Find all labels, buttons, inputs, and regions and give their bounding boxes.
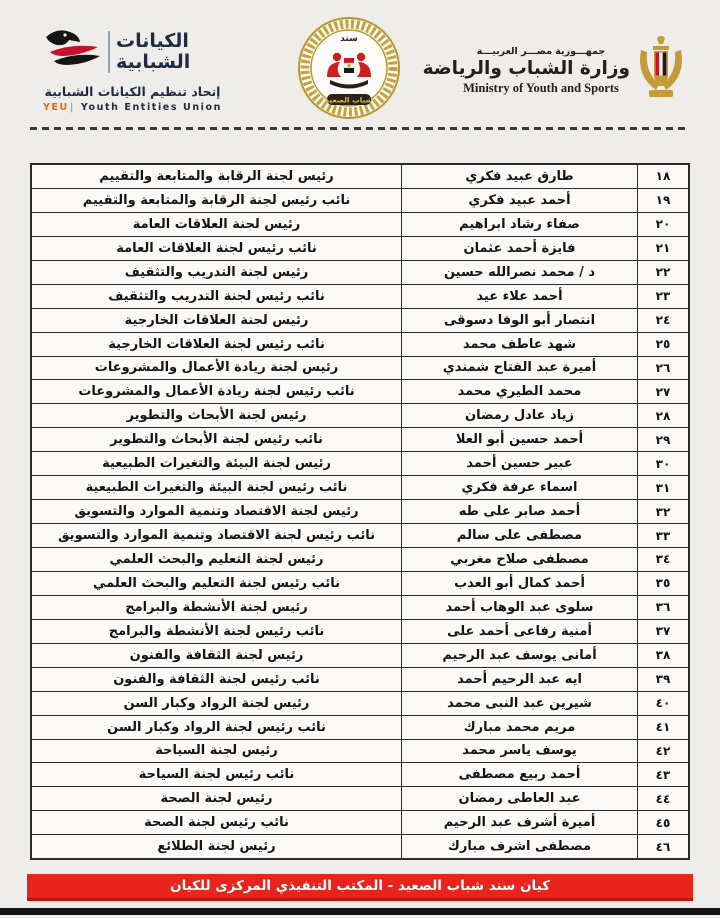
member-position: نائب رئيس لجنة ريادة الأعمال والمشروعات [78, 384, 355, 400]
ministry-logo [422, 34, 692, 108]
table-row [32, 404, 688, 428]
member-name: شهد عاطف محمد [401, 333, 637, 356]
logo-divider [108, 31, 110, 73]
member-name: مصطفى صلاح مغربي [401, 548, 637, 571]
row-number: ٢٦ [637, 357, 688, 380]
row-number: ٢٢ [637, 261, 688, 284]
table-row [32, 357, 688, 381]
row-number: ٢٠ [637, 213, 688, 236]
member-position: نائب رئيس لجنة الرواد وكبار السن [107, 719, 326, 735]
yeu-abbr: YEU [42, 102, 69, 113]
member-name: اسماء عرفة فكري [401, 476, 637, 499]
member-position: رئيس لجنة الصحة [160, 791, 273, 807]
member-position: نائب رئيس لجنة الاقتصاد وتنمية الموارد والتسويق [57, 528, 376, 544]
member-name: فايزة أحمد عثمان [401, 237, 637, 260]
member-position: نائب رئيس لجنة السياحة [138, 767, 295, 783]
table-row [32, 428, 688, 452]
table-row [32, 692, 688, 716]
member-position: رئيس لجنة الرواد وكبار السن [123, 695, 310, 711]
member-position: رئيس لجنة ريادة الأعمال والمشروعات [94, 360, 339, 376]
row-number: ٢١ [637, 237, 688, 260]
row-number: ٣٣ [637, 524, 688, 547]
row-number: ٢٧ [637, 380, 688, 403]
member-name: عبير حسين أحمد [401, 452, 637, 475]
row-number: ٣١ [637, 476, 688, 499]
left-logo-title-line2: الشبابية [116, 51, 191, 73]
yeu-org-en: Youth Entities Union [80, 102, 223, 113]
member-position: رئيس لجنة الطلائع [157, 839, 276, 855]
table-row [32, 740, 688, 764]
row-number: ٤٤ [637, 787, 688, 810]
member-position: رئيس لجنة التعليم والبحث العلمي [109, 551, 324, 567]
member-name: أمنية رفاعى أحمد على [401, 620, 637, 643]
left-logo-english-line [40, 102, 225, 113]
emblem-icon [296, 14, 402, 122]
member-name: أحمد ربيع مصطفى [401, 763, 637, 786]
member-name: عبد العاطى رمضان [401, 787, 637, 810]
table-row [32, 476, 688, 500]
table-row [32, 787, 688, 811]
row-number: ٣٩ [637, 668, 688, 691]
committee-roster-table [30, 163, 690, 860]
row-number: ١٨ [637, 165, 688, 188]
member-name: سلوى عبد الوهاب أحمد [401, 596, 637, 619]
member-name: مصطفى على سالم [401, 524, 637, 547]
row-number: ٣٦ [637, 596, 688, 619]
member-name: أميرة أشرف عبد الرحيم [401, 811, 637, 834]
ministry-name-english: Ministry of Youth and Sports [463, 81, 619, 95]
member-name: طارق عبيد فكري [401, 165, 637, 188]
table-row [32, 524, 688, 548]
yeu-separator: | [69, 102, 75, 113]
row-number: ٣٨ [637, 644, 688, 667]
row-number: ٣٥ [637, 572, 688, 595]
sanad-shabab-alsaid-emblem [296, 14, 402, 122]
table-row [32, 333, 688, 357]
row-number: ٢٤ [637, 309, 688, 332]
table-row [32, 452, 688, 476]
row-number: ٢٨ [637, 404, 688, 427]
table-row [32, 572, 688, 596]
member-name: يوسف ياسر محمد [401, 740, 637, 763]
table-row [32, 548, 688, 572]
member-position: رئيس لجنة الاقتصاد وتنمية الموارد والتسويق [74, 504, 359, 520]
table-row [32, 763, 688, 787]
table-row [32, 165, 688, 189]
left-logo-title-line1: الكيانات [116, 30, 189, 53]
ministry-country-line: جمهـــورية مصـــر العربيـــة [476, 46, 606, 57]
row-number: ٤٦ [637, 835, 688, 858]
youth-entities-union-logo [40, 26, 225, 113]
member-position: نائب رئيس لجنة الصحة [144, 815, 289, 831]
table-row [32, 237, 688, 261]
table-row [32, 261, 688, 285]
member-name: أمانى يوسف عبد الرحيم [401, 644, 637, 667]
row-number: ٣٤ [637, 548, 688, 571]
table-row [32, 500, 688, 524]
table-row [32, 285, 688, 309]
table-row [32, 189, 688, 213]
ministry-name-arabic: وزارة الشباب والرياضة [422, 58, 630, 79]
member-name: مصطفى اشرف مبارك [401, 835, 637, 858]
table-row [32, 668, 688, 692]
table-row [32, 380, 688, 404]
member-position: نائب رئيس لجنة البيئة والتغيرات الطبيعية [85, 480, 348, 496]
row-number: ٤٣ [637, 763, 688, 786]
member-position: رئيس لجنة العلاقات العامة [132, 216, 301, 232]
row-number: ١٩ [637, 189, 688, 212]
table-row [32, 213, 688, 237]
member-name: أميرة عبد الفتاح شمندي [401, 357, 637, 380]
member-name: شيرين عبد النبى محمد [401, 692, 637, 715]
table-row [32, 620, 688, 644]
table-row [32, 644, 688, 668]
table-row [32, 309, 688, 333]
egypt-eagle-icon [632, 34, 690, 108]
member-name: ايه عبد الرحيم أحمد [401, 668, 637, 691]
member-position: نائب رئيس لجنة الأنشطة والبرامج [108, 623, 325, 639]
member-position: نائب رئيس لجنة العلاقات الخارجية [108, 336, 325, 352]
row-number: ٣٧ [637, 620, 688, 643]
emblem-bottom-text: شباب الصعيد [325, 95, 373, 105]
member-name: صفاء رشاد ابراهيم [401, 213, 637, 236]
entity-footer-banner [27, 874, 693, 901]
row-number: ٢٩ [637, 428, 688, 451]
member-position: نائب رئيس لجنة الأبحاث والتطوير [110, 432, 323, 448]
member-name: أحمد حسين أبو العلا [401, 428, 637, 451]
member-name: د / محمد نصرالله حسين [401, 261, 637, 284]
page-bottom-edge [0, 908, 720, 915]
row-number: ٢٣ [637, 285, 688, 308]
row-number: ٤٠ [637, 692, 688, 715]
footer-banner-text: كيان سند شباب الصعيد - المكتب التنفيذي المركزى للكيان [170, 878, 550, 894]
member-name: أحمد علاء عيد [401, 285, 637, 308]
header-separator [30, 127, 690, 130]
member-position: رئيس لجنة السياحة [155, 743, 278, 759]
member-position: رئيس لجنة الأبحاث والتطوير [126, 408, 307, 424]
row-number: ٢٥ [637, 333, 688, 356]
member-name: زياد عادل رمضان [401, 404, 637, 427]
member-position: رئيس لجنة التدريب والتثقيف [124, 264, 309, 280]
row-number: ٣٢ [637, 500, 688, 523]
eagle-swoosh-icon [40, 26, 102, 78]
table-row [32, 596, 688, 620]
member-name: أحمد عبيد فكري [401, 189, 637, 212]
member-position: رئيس لجنة الثقافة والفنون [129, 647, 304, 663]
member-position: نائب رئيس لجنة العلاقات العامة [116, 240, 317, 256]
member-name: أحمد كمال أبو العدب [401, 572, 637, 595]
member-position: رئيس لجنة الرقابة والمتابعة والتقييم [99, 168, 334, 184]
table-row [32, 811, 688, 835]
member-position: نائب رئيس لجنة الثقافة والفنون [113, 671, 320, 687]
row-number: ٤٥ [637, 811, 688, 834]
member-position: نائب رئيس لجنة التعليم والبحث العلمي [92, 575, 341, 591]
svg-text:سند: سند [340, 34, 358, 44]
member-position: رئيس لجنة الأنشطة والبرامج [125, 599, 308, 615]
member-position: نائب رئيس لجنة الرقابة والمتابعة والتقييم [82, 192, 351, 208]
member-name: انتصار أبو الوفا دسوقى [401, 309, 637, 332]
member-position: رئيس لجنة العلاقات الخارجية [124, 312, 309, 328]
member-name: أحمد صابر على طه [401, 500, 637, 523]
left-logo-subtitle: إتحاد تنظيم الكيانات الشبابية [44, 84, 221, 99]
member-name: مريم محمد مبارك [401, 716, 637, 739]
member-position: نائب رئيس لجنة التدريب والتثقيف [108, 288, 325, 304]
table-row [32, 716, 688, 740]
table-row [32, 835, 688, 858]
member-name: محمد الطيري محمد [401, 380, 637, 403]
member-position: رئيس لجنة البيئة والتغيرات الطبيعية [102, 456, 331, 472]
row-number: ٣٠ [637, 452, 688, 475]
row-number: ٤١ [637, 716, 688, 739]
row-number: ٤٢ [637, 740, 688, 763]
